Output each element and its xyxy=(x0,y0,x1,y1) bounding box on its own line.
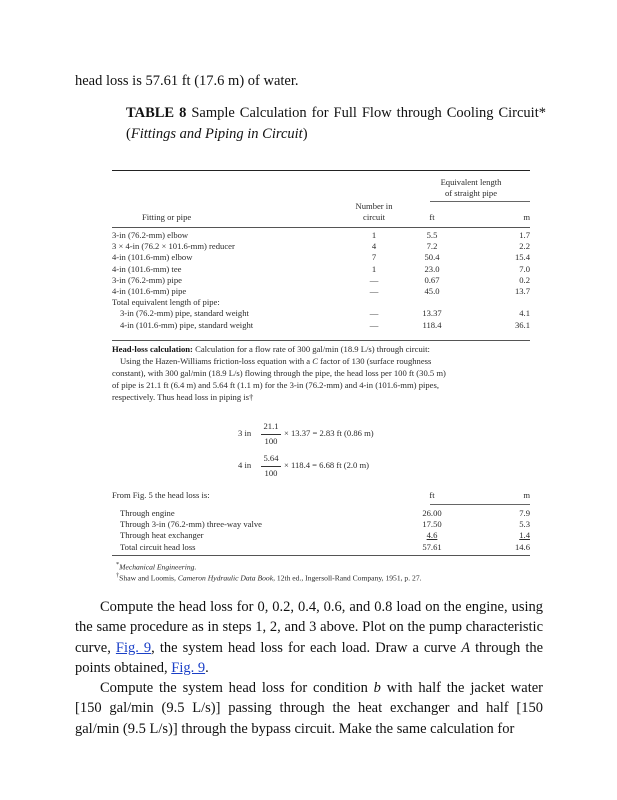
loss-name: Through heat exchanger xyxy=(120,530,204,541)
loss-m: 14.6 xyxy=(514,541,530,552)
header-rule xyxy=(112,227,530,228)
fitting-name: 4-in (101.6-mm) tee xyxy=(112,263,182,274)
fitting-m: 13.7 xyxy=(514,286,530,296)
calc-line-5: respectively. Thus head loss in piping is† xyxy=(112,392,254,402)
fitting-header: Fitting or pipe xyxy=(142,212,192,222)
fitting-m: 15.4 xyxy=(514,252,530,263)
ft-header: ft xyxy=(429,212,435,222)
loss-ft: 57.61 xyxy=(422,541,442,552)
table-caption xyxy=(104,103,546,145)
footnote-1-mark: * xyxy=(116,561,120,568)
eq1-numerator: 21.1 xyxy=(263,421,279,431)
number-header-2: circuit xyxy=(363,212,385,222)
total-name: 4-in (101.6-mm) pipe, standard weight xyxy=(120,319,254,330)
number-header-1: Number in xyxy=(355,201,393,211)
table-figure xyxy=(112,170,530,590)
p1-text-a: Compute the head loss for 0, 0.2, 0.4, 0.6, and 0.8 load on the engine, using the same procedure as in steps 1, 2, and 3 above. Plot on the pump characteristic curve, xyxy=(75,599,543,656)
fitting-ft: 45.0 xyxy=(424,286,440,296)
total-name: 3-in (76.2-mm) pipe, standard weight xyxy=(120,308,249,319)
fig-9-link-1[interactable]: Fig. 9 xyxy=(115,639,152,656)
loss-name: Through engine xyxy=(120,508,175,518)
table-label: TABLE 8 xyxy=(126,105,187,121)
loss-ft: 26.00 xyxy=(422,508,442,518)
fitting-name: 3-in (76.2-mm) elbow xyxy=(112,230,189,240)
fitting-ft: 5.5 xyxy=(426,230,438,240)
calc-line-4: of pipe is 21.1 ft (6.4 m) and 5.64 ft (1.1 m) for the 3-in (76.2-mm) and 4-in (101.6-mm) pipes, xyxy=(112,380,439,390)
fig-label: From Fig. 5 the head loss is: xyxy=(112,490,210,500)
calc-line-3: constant), with 300 gal/min (18.9 L/s) flowing through the pipe, the head loss per 100 ft (30.5 m) xyxy=(112,368,446,378)
body-text xyxy=(75,597,543,739)
eq2-rest: × 118.4 = 6.68 ft (2.0 m) xyxy=(284,460,370,470)
loss-m: 7.9 xyxy=(519,508,530,518)
p1-text-d: . xyxy=(205,659,209,676)
calc-text-2b: C xyxy=(312,356,318,366)
fitting-number: 1 xyxy=(371,230,377,240)
fitting-ft: 23.0 xyxy=(424,263,440,274)
eq1-label: 3 in xyxy=(238,428,252,438)
fitting-m: 1.7 xyxy=(519,230,530,240)
calc-line-2 xyxy=(120,355,530,368)
calc-text-1: Calculation for a flow rate of 300 gal/min (18.9 L/s) through circuit: xyxy=(195,344,430,354)
table-title: Sample Calculation for Full Flow through Cooling Circuit* xyxy=(191,105,546,121)
p2-text-a: Compute the system head loss for condition xyxy=(100,680,368,697)
footnote-1-text: Mechanical Engineering. xyxy=(119,562,197,572)
loss-ft: 4.6 xyxy=(426,530,438,541)
total-label: Total equivalent length of pipe: xyxy=(112,297,220,308)
fitting-ft: 7.2 xyxy=(426,241,438,252)
eq2-label: 4 in xyxy=(238,460,252,470)
fitting-number: — xyxy=(369,274,379,285)
eq1-fraction-bar xyxy=(261,434,281,435)
eq2-fraction-bar xyxy=(261,466,281,467)
footnote-rule xyxy=(112,555,530,556)
p2-text-b: with half the jacket water [150 gal/min (9.5 L/s)] passing through the heat exchanger and half [150 gal/min (9.5 L/s)] through the bypass circuit. Make the same calculation for xyxy=(75,680,543,737)
m-header: m xyxy=(523,212,530,222)
paren-open: ( xyxy=(126,126,131,142)
p1-text-b: , the system head loss for each load. Draw a curve xyxy=(151,639,457,656)
fitting-m: 0.2 xyxy=(519,274,530,285)
total-ft: 118.4 xyxy=(422,319,442,330)
eq2-numerator: 5.64 xyxy=(263,453,279,463)
total-m: 4.1 xyxy=(519,308,530,319)
footnote-2-mark: † xyxy=(116,572,120,579)
footnote-2-pre: Shaw and Loomis, xyxy=(119,573,176,583)
eq1-rest: × 13.37 = 2.83 ft (0.86 m) xyxy=(284,428,374,438)
fitting-number: 1 xyxy=(371,263,377,274)
calc-text-2c: factor of 130 (surface roughness xyxy=(320,356,432,366)
calc-heading: Head-loss calculation: xyxy=(112,344,193,354)
loss-ft-header: ft xyxy=(429,490,435,500)
total-number: — xyxy=(369,319,379,330)
loss-m: 5.3 xyxy=(519,519,530,530)
equiv-header-1: Equivalent length xyxy=(440,177,502,187)
top-line-text: head loss is 57.61 ft (17.6 m) of water. xyxy=(75,73,299,89)
body-paragraph-1 xyxy=(75,597,543,678)
p2-italic: b xyxy=(373,680,381,697)
footnote-2-post: 12th ed., Ingersoll-Rand Company, 1951, p. 27. xyxy=(276,573,422,583)
equiv-header-2: of straight pipe xyxy=(444,188,498,198)
calc-line-1 xyxy=(112,343,522,356)
eq1-denominator: 100 xyxy=(264,436,278,446)
fitting-number: 4 xyxy=(371,241,377,252)
footnote-2 xyxy=(116,570,422,584)
fitting-number: — xyxy=(369,286,379,296)
fitting-number: 7 xyxy=(371,252,377,263)
fitting-ft: 0.67 xyxy=(424,274,440,285)
table-subtitle: Fittings and Piping in Circuit xyxy=(130,126,303,142)
calc-text-2a: Using the Hazen-Williams friction-loss equation with a xyxy=(120,356,311,366)
loss-ft: 17.50 xyxy=(422,519,442,530)
body-paragraph-2 xyxy=(75,678,543,739)
fig-9-link-2[interactable]: Fig. 9 xyxy=(171,659,206,676)
fitting-name: 3-in (76.2-mm) pipe xyxy=(112,274,182,285)
total-m: 36.1 xyxy=(514,319,530,330)
top-rule xyxy=(112,170,530,171)
total-number: — xyxy=(369,308,379,319)
loss-header-rule xyxy=(430,504,530,505)
p1-text-c: through the points obtained, xyxy=(75,639,544,676)
loss-name: Through 3-in (76.2-mm) three-way valve xyxy=(120,519,262,530)
paren-close: ) xyxy=(302,126,308,142)
fitting-m: 2.2 xyxy=(519,241,530,252)
total-ft: 13.37 xyxy=(422,308,442,319)
fitting-name: 4-in (101.6-mm) pipe xyxy=(112,286,187,296)
fitting-name: 3 × 4-in (76.2 × 101.6-mm) reducer xyxy=(112,241,235,252)
fitting-name: 4-in (101.6-mm) elbow xyxy=(112,252,193,263)
loss-m: 1.4 xyxy=(519,530,530,541)
fitting-ft: 50.4 xyxy=(424,252,440,263)
rows-bottom-rule xyxy=(112,340,530,341)
equiv-rule xyxy=(430,201,530,202)
loss-m-header: m xyxy=(523,490,530,500)
loss-name: Total circuit head loss xyxy=(120,541,196,552)
footnote-2-title: Cameron Hydraulic Data Book, xyxy=(177,573,275,583)
p1-italic: A xyxy=(461,639,471,656)
fitting-m: 7.0 xyxy=(519,263,530,274)
eq2-denominator: 100 xyxy=(264,468,278,478)
